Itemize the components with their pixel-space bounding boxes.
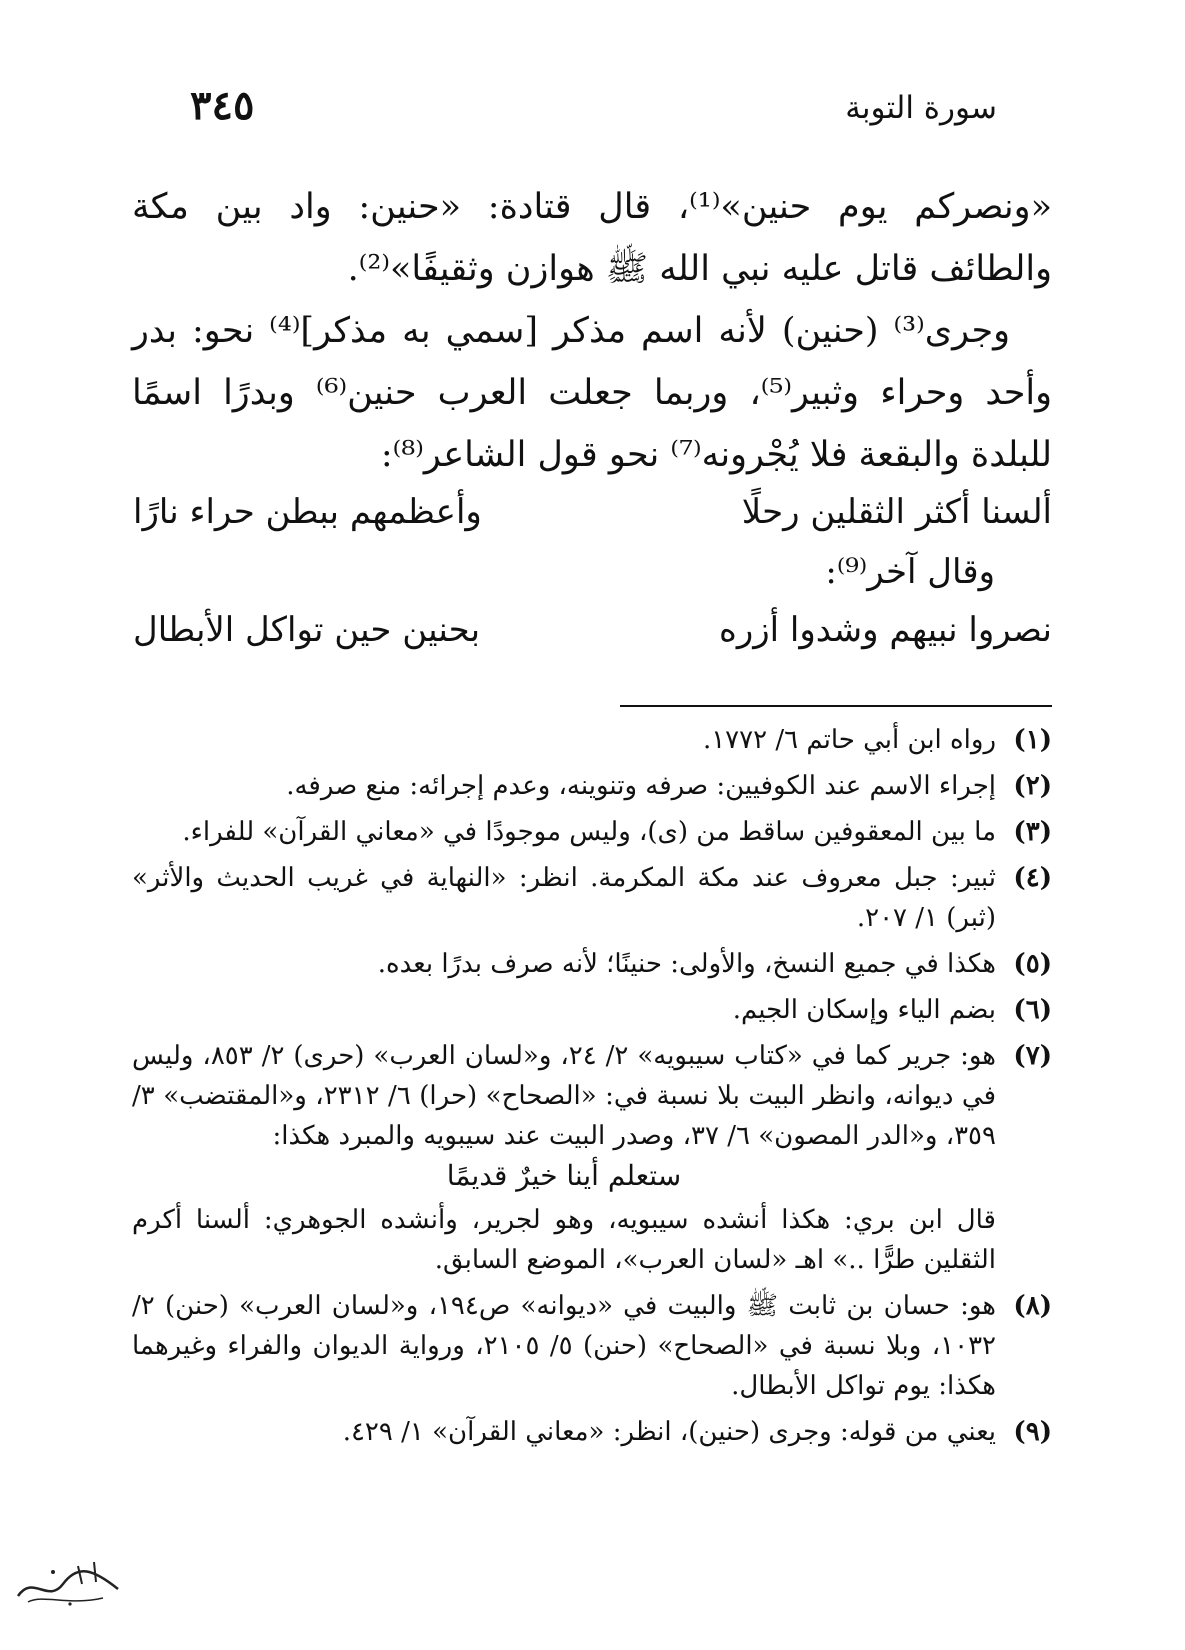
footnote-text: هو: حسان بن ثابت ﷺ والبيت في «ديوانه» ص١٩٤، و«لسان العرب» (حنن) ٢/ ١٠٣٢، وبلا نسبة في «الصحاح» (حنن) ٥/ ٢١٠٥، ورواية الديوان والفراء وغيرهما هكذا: يوم تواكل الأبطال. [132,1291,997,1401]
footnote-9 [132,1412,1052,1452]
surah-title: سورة التوبة [845,90,997,126]
footnote-text: يعني من قوله: وجرى (حنين)، انظر: «معاني القرآن» ١/ ٤٢٩. [342,1417,996,1447]
footnote-number: (٤) [1013,863,1052,893]
footnote-number: (١) [1013,725,1052,755]
footnote-2 [132,766,1052,806]
footnote-separator [620,705,1052,707]
footnote-text: رواه ابن أبي حاتم ٦/ ١٧٧٢. [702,725,996,755]
footnote-text: ثبير: جبل معروف عند مكة المكرمة. انظر: «النهاية في غريب الحديث والأثر» (ثبر) ١/ ٢٠٧. [132,863,996,933]
calligraphy-logo-icon [8,1554,128,1614]
poetry-intro-2: وقال آخر⁽⁹⁾: [825,552,995,592]
footnote-number: (٢) [1013,771,1052,801]
verse-2-hemistich-1: نصروا نبيهم وشدوا أزره [719,610,1052,650]
footnote-7 [132,1036,1052,1280]
footnote-text: ما بين المعقوفين ساقط من (ى)، وليس موجودًا في «معاني القرآن» للفراء. [182,817,996,847]
footnote-number: (٥) [1013,949,1052,979]
main-text [132,176,1052,486]
footnote-number: (٦) [1013,995,1052,1025]
poetry-verse-1 [133,488,1052,536]
footnote-verse: ستعلم أينا خيرٌ قديمًا [446,1159,682,1192]
page-number: ٣٤٥ [190,82,255,129]
footnote-text-continued: قال ابن بري: هكذا أنشده سيبويه، وهو لجرير، وأنشده الجوهري: ألسنا أكرم الثقلين طرًّا ..» اهـ «لسان العرب»، الموضع السابق. [132,1205,996,1275]
verse-2-hemistich-2: بحنين حين تواكل الأبطال [133,610,481,650]
paragraph-2: وجرى⁽³⁾ (حنين) لأنه اسم مذكر [سمي به مذكر]⁽⁴⁾ نحو: بدر وأحد وحراء وثبير⁽⁵⁾، وربما جعلت العرب حنين⁽⁶⁾ وبدرًا اسمًا للبلدة والبقعة فلا يُجْرونه⁽⁷⁾ نحو قول الشاعر⁽⁸⁾: [132,311,1052,475]
verse-1-hemistich-1: ألسنا أكثر الثقلين رحلًا [741,492,1052,532]
footnote-5 [132,944,1052,984]
footnote-1 [132,720,1052,760]
footnote-3 [132,812,1052,852]
page-header [0,82,1185,142]
footnote-number: (٨) [1013,1291,1052,1321]
footnote-number: (٧) [1013,1041,1052,1071]
footnote-text: هو: جرير كما في «كتاب سيبويه» ٢/ ٢٤، و«لسان العرب» (حرى) ٢/ ٨٥٣، وليس في ديوانه، وانظر البيت بلا نسبة في: «الصحاح» (حرا) ٦/ ٢٣١٢، و«المقتضب» ٣/ ٣٥٩، و«الدر المصون» ٦/ ٣٧، وصدر البيت عند سيبويه والمبرد هكذا: [132,1041,997,1151]
poetry-verse-2 [133,606,1052,654]
footnote-8 [132,1286,1052,1406]
paragraph-1: «ونصركم يوم حنين»⁽¹⁾، قال قتادة: «حنين: واد بين مكة والطائف قاتل عليه نبي الله ﷺ هوازن وثقيفًا»⁽²⁾. [132,187,1052,289]
footnote-6 [132,990,1052,1030]
footnote-text: بضم الياء وإسكان الجيم. [732,995,996,1025]
footnote-number: (٩) [1013,1417,1052,1447]
publisher-logo-icon [8,1554,128,1614]
footnote-text: إجراء الاسم عند الكوفيين: صرفه وتنوينه، وعدم إجرائه: منع صرفه. [286,771,996,801]
footnote-text: هكذا في جميع النسخ، والأولى: حنينًا؛ لأنه صرف بدرًا بعده. [377,949,996,979]
verse-1-hemistich-2: وأعظمهم ببطن حراء نارًا [133,492,482,532]
footnotes [132,720,1052,1458]
footnote-number: (٣) [1013,817,1052,847]
footnote-4 [132,858,1052,938]
